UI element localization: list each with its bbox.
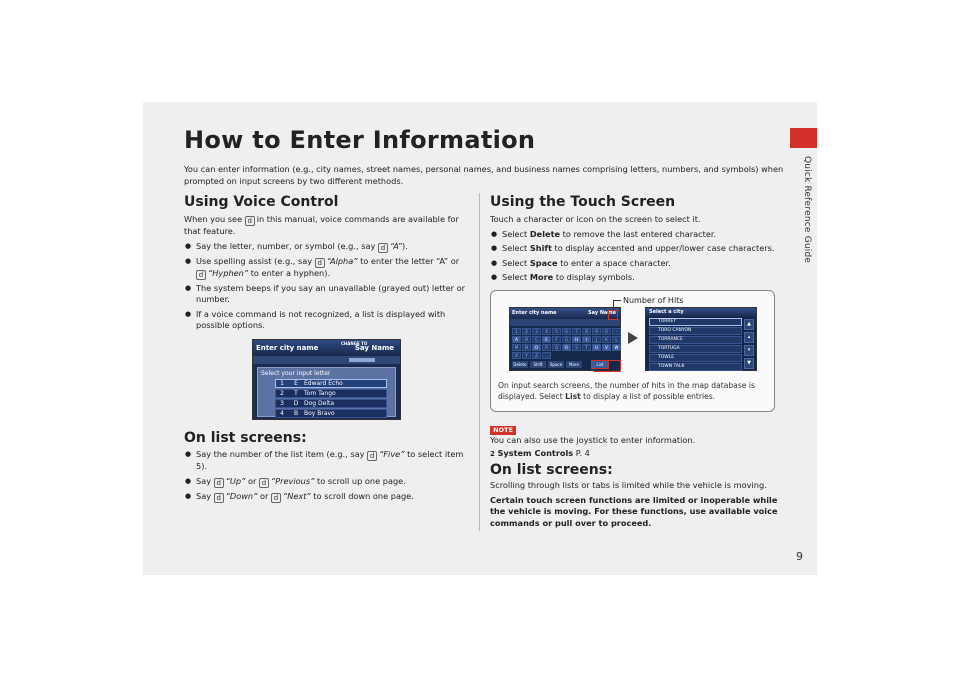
touch-screen-section — [490, 194, 780, 284]
more-button[interactable]: More — [566, 361, 582, 368]
city-list-item[interactable]: TOWN TALK — [649, 363, 742, 371]
letter-option[interactable]: 4 B Boy Bravo — [275, 409, 387, 418]
touch-bullet-3: ● Select Space to enter a space character. — [490, 258, 780, 270]
touch-bullet-1: ● Select Delete to remove the last entered character. — [490, 229, 780, 241]
keyboard-key[interactable]: U — [592, 344, 601, 351]
select-prompt: Select your input letter — [261, 370, 331, 377]
list-screens-right-section — [490, 462, 780, 529]
keyboard-key[interactable]: Y — [522, 352, 531, 359]
voice-command-icon: d — [315, 258, 325, 268]
scroll-down-icon[interactable]: ▾ — [744, 345, 754, 356]
voice-intro: When you see d in this manual, voice commands are available for that feature. — [184, 214, 459, 236]
keyboard-key[interactable]: 0 — [602, 328, 611, 335]
note-text: You can also use the joystick to enter information. — [490, 435, 696, 445]
voice-input-screen — [252, 339, 401, 420]
touch-heading: Using the Touch Screen — [490, 194, 676, 210]
list-bullet-1: ● Say the number of the list item (e.g., say d “Five” to select item 5). — [184, 449, 469, 473]
figure-caption: On input search screens, the number of hits in the map database is displayed. Select List to display a list of possible entries. — [498, 381, 755, 401]
keyboard-key[interactable]: . — [542, 352, 551, 359]
keyboard-key[interactable]: J — [592, 336, 601, 343]
voice-command-icon: d — [367, 451, 377, 461]
side-tab-label: Quick Reference Guide — [802, 156, 812, 264]
keyboard-key[interactable]: S — [572, 344, 581, 351]
page-number: 9 — [796, 550, 803, 563]
voice-command-icon: d — [378, 243, 388, 253]
voice-bullet-3: ● The system beeps if you say an unavailable (grayed out) letter or number. — [184, 283, 469, 306]
list-bullet-3: ● Say d “Down” or d “Next” to scroll down one page. — [184, 491, 469, 503]
right-arrow-icon — [628, 332, 638, 344]
city-list-item[interactable]: TORREY — [649, 318, 742, 326]
page-down-icon[interactable]: ▼ — [744, 358, 754, 369]
keyboard-key[interactable]: 4 — [542, 328, 551, 335]
hits-label: Number of Hits — [623, 296, 684, 305]
keyboard-key[interactable]: 7 — [572, 328, 581, 335]
keyboard-key[interactable]: H — [572, 336, 581, 343]
voice-control-section — [184, 194, 469, 332]
voice-command-icon: d — [271, 493, 281, 503]
keyboard-key[interactable]: X — [512, 352, 521, 359]
entry-field[interactable] — [510, 319, 620, 326]
page-title: How to Enter Information — [184, 126, 536, 154]
intro-text: You can enter information (e.g., city names, street names, personal names, and business names comprising letters, numbers, and symbols) when prompted on input screens by two different methods. — [184, 164, 784, 186]
keyboard-key[interactable]: Z — [532, 352, 541, 359]
city-list-item[interactable]: TORO CANYON — [649, 327, 742, 335]
keyboard-key[interactable]: M — [512, 344, 521, 351]
keyboard-key[interactable]: F — [552, 336, 561, 343]
keyboard-key[interactable]: 2 — [522, 328, 531, 335]
note-section — [490, 435, 780, 460]
city-list-screen — [645, 307, 757, 371]
change-to-button[interactable]: CHANGE TO — [341, 341, 368, 346]
reference-link[interactable]: 2 System Controls P. 4 — [490, 447, 590, 458]
list-button[interactable]: List — [592, 361, 608, 368]
keyboard-key[interactable]: O — [532, 344, 541, 351]
touch-intro: Touch a character or icon on the screen to select it. — [490, 214, 701, 224]
voice-command-icon: d — [245, 216, 255, 226]
scroll-up-icon[interactable]: ▴ — [744, 332, 754, 343]
letter-option[interactable]: 3 D Dog Delta — [275, 399, 387, 408]
list-heading-left: On list screens: — [184, 430, 307, 446]
keyboard-grid — [510, 326, 620, 361]
voice-bullet-2: ● Use spelling assist (e.g., say d “Alpha” to enter the letter “A” or d “Hyphen” to enter a hyphen). — [184, 256, 469, 280]
list-highlight — [593, 360, 621, 372]
keyboard-key[interactable]: C — [532, 336, 541, 343]
keyboard-key[interactable]: B — [522, 336, 531, 343]
city-list-item[interactable]: TOWLE — [649, 354, 742, 362]
hits-highlight — [608, 310, 618, 320]
screen-title-bar: Enter city name CHANGE TO Say Name — [253, 340, 400, 356]
voice-command-icon: d — [259, 478, 269, 488]
keyboard-key[interactable]: N — [522, 344, 531, 351]
keyboard-key[interactable]: I — [582, 336, 591, 343]
page-up-icon[interactable]: ▲ — [744, 319, 754, 330]
hits-callout-line — [613, 300, 621, 310]
list-heading-right: On list screens: — [490, 462, 613, 478]
keyboard-key[interactable]: - — [612, 328, 621, 335]
keyboard-key[interactable]: 8 — [582, 328, 591, 335]
shift-button[interactable]: Shift — [530, 361, 546, 368]
keyboard-key[interactable]: 5 — [552, 328, 561, 335]
city-list-scrollbar[interactable] — [744, 319, 754, 369]
touch-bullet-2: ● Select Shift to display accented and upper/lower case characters. — [490, 243, 780, 255]
keyboard-key[interactable]: L — [612, 336, 621, 343]
keyboard-key[interactable]: A — [512, 336, 521, 343]
keyboard-key[interactable]: T — [582, 344, 591, 351]
list-screens-left-section — [184, 430, 469, 503]
keyboard-key[interactable]: 9 — [592, 328, 601, 335]
say-name-button[interactable]: Say Name — [588, 310, 616, 316]
city-list-item[interactable]: TORRANCE — [649, 336, 742, 344]
keyboard-key[interactable]: Q — [552, 344, 561, 351]
space-button[interactable]: Space — [549, 362, 563, 367]
voice-command-icon: d — [214, 493, 224, 503]
keyboard-key[interactable]: V — [602, 344, 611, 351]
list-text-right: Scrolling through lists or tabs is limited while the vehicle is moving. — [490, 480, 767, 490]
column-divider — [479, 193, 480, 531]
keyboard-key[interactable]: 6 — [562, 328, 571, 335]
delete-button[interactable]: Delete — [513, 362, 527, 367]
city-list-title: Select a city — [646, 308, 756, 317]
keyboard-title-bar: Enter city name Say Name — [510, 308, 620, 319]
hit-bar — [253, 356, 400, 364]
keyboard-key[interactable]: R — [562, 344, 571, 351]
letter-select-box — [257, 367, 396, 417]
voice-heading: Using Voice Control — [184, 194, 339, 210]
keyboard-key[interactable]: G — [562, 336, 571, 343]
note-badge: NOTE — [490, 426, 516, 435]
keyboard-key[interactable]: 1 — [512, 328, 521, 335]
hit-pill — [349, 358, 375, 362]
touch-bullet-4: ● Select More to display symbols. — [490, 272, 780, 284]
section-tab-marker — [790, 128, 817, 148]
keyboard-key[interactable]: K — [602, 336, 611, 343]
voice-command-icon: d — [214, 478, 224, 488]
list-bullet-2: ● Say d “Up” or d “Previous” to scroll up one page. — [184, 476, 469, 488]
keyboard-key[interactable]: P — [542, 344, 551, 351]
city-list-item[interactable]: TORTUGA — [649, 345, 742, 353]
letter-option[interactable]: 2 T Tom Tango — [275, 389, 387, 398]
voice-command-icon: d — [196, 270, 206, 280]
keyboard-key[interactable]: W — [612, 344, 621, 351]
reference-arrow-icon: 2 — [490, 449, 495, 458]
voice-bullet-1: ● Say the letter, number, or symbol (e.g., say d “A”). — [184, 241, 469, 253]
say-name-button[interactable]: Say Name — [354, 344, 394, 352]
keyboard-key[interactable]: E — [542, 336, 551, 343]
voice-bullet-4: ● If a voice command is not recognized, a list is displayed with possible options. — [184, 309, 469, 332]
keyboard-key[interactable]: 3 — [532, 328, 541, 335]
list-warning-right: Certain touch screen functions are limited or inoperable while the vehicle is moving. For these functions, use available voice commands or pull over to proceed. — [490, 494, 778, 528]
letter-option[interactable]: 1 E Edward Echo — [275, 379, 387, 388]
